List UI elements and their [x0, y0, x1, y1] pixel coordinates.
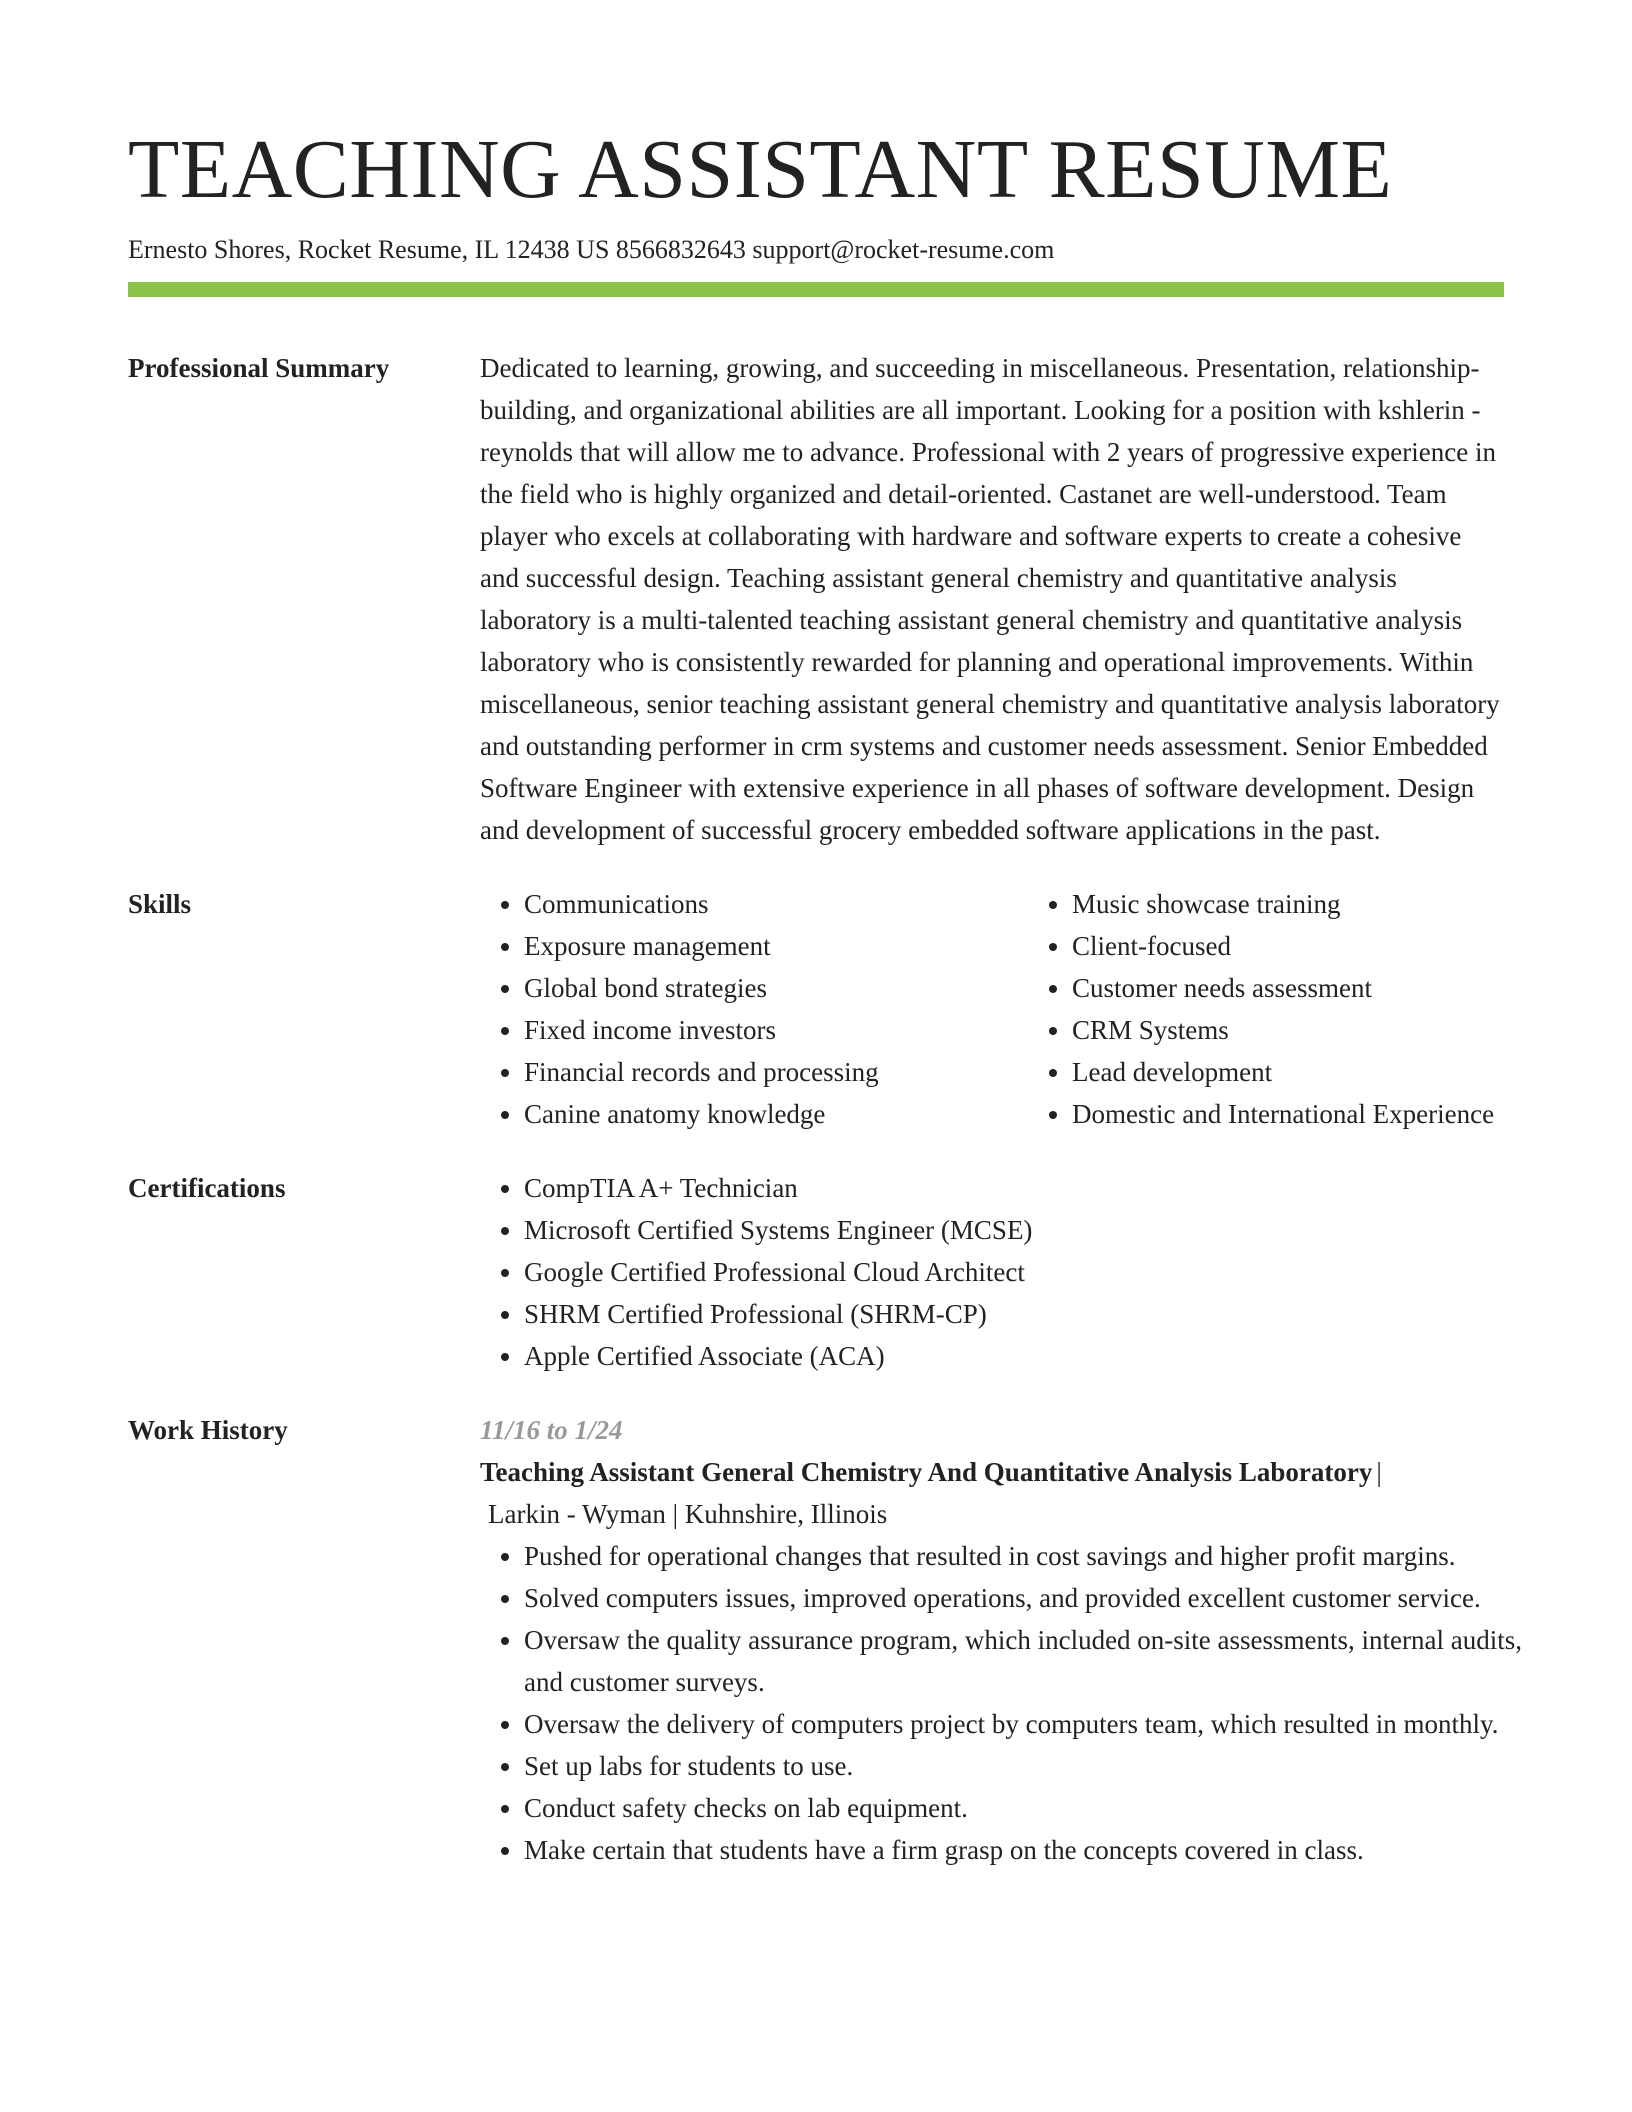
- certification-item: • Google Certified Professional Cloud Architect: [524, 1251, 1504, 1293]
- skill-item: • Fixed income investors: [524, 1009, 1028, 1051]
- skills-section: [128, 883, 1504, 1135]
- job-header: [480, 1451, 1544, 1535]
- job-company-location: Larkin - Wyman | Kuhnshire, Illinois: [488, 1499, 888, 1529]
- job-title-separator: |: [1376, 1457, 1382, 1487]
- certification-item: • SHRM Certified Professional (SHRM-CP): [524, 1293, 1504, 1335]
- skill-item: • Lead development: [1072, 1051, 1576, 1093]
- skill-item: • Financial records and processing: [524, 1051, 1028, 1093]
- job-responsibility-item: • Pushed for operational changes that resulted in cost savings and higher profit margins.: [524, 1535, 1544, 1577]
- summary-section: [128, 347, 1504, 851]
- skills-list-right: [1028, 883, 1576, 1135]
- skill-item: • Communications: [524, 883, 1028, 925]
- job-responsibility-item: • Make certain that students have a firm grasp on the concepts covered in class.: [524, 1829, 1544, 1871]
- summary-text: Dedicated to learning, growing, and succeeding in miscellaneous. Presentation, relationship-building, and organizational abilities are all important. Looking for a position with kshlerin - reynolds that will allow me to advance. Professional with 2 years of progressive experience in the field who is highly organized and detail-oriented. Castanet are well-understood. Team player who excels at collaborating with hardware and software experts to create a cohesive and successful design. Teaching assistant general chemistry and quantitative analysis laboratory is a multi-talented teaching assistant general chemistry and quantitative analysis laboratory who is consistently rewarded for planning and operational improvements. Within miscellaneous, senior teaching assistant general chemistry and quantitative analysis laboratory and outstanding performer in crm systems and customer needs assessment. Senior Embedded Software Engineer with extensive experience in all phases of software development. Design and development of successful grocery embedded software applications in the past.: [480, 353, 1500, 845]
- job-responsibility-item: • Set up labs for students to use.: [524, 1745, 1544, 1787]
- job-responsibility-item: • Oversaw the delivery of computers project by computers team, which resulted in monthly.: [524, 1703, 1544, 1745]
- work-history-heading: Work History: [128, 1415, 288, 1445]
- skills-heading: Skills: [128, 889, 192, 919]
- certifications-section: [128, 1167, 1504, 1377]
- job-dates: 11/16 to 1/24: [480, 1415, 623, 1445]
- skill-item: • Music showcase training: [1072, 883, 1576, 925]
- skill-item: • CRM Systems: [1072, 1009, 1576, 1051]
- contact-line: Ernesto Shores, Rocket Resume, IL 12438 US 8566832643 support@rocket-resume.com: [128, 235, 1055, 264]
- summary-heading: Professional Summary: [128, 353, 390, 383]
- certifications-heading: Certifications: [128, 1173, 286, 1203]
- job-responsibility-item: • Conduct safety checks on lab equipment.: [524, 1787, 1544, 1829]
- skill-item: • Customer needs assessment: [1072, 967, 1576, 1009]
- certification-item: • Microsoft Certified Systems Engineer (MCSE): [524, 1209, 1504, 1251]
- skills-grid: [480, 883, 1576, 1135]
- skill-item: • Exposure management: [524, 925, 1028, 967]
- resume-title: TEACHING ASSISTANT RESUME: [128, 123, 1393, 216]
- skills-list-left: [480, 883, 1028, 1135]
- certifications-list: [480, 1167, 1504, 1377]
- job-responsibility-item: • Solved computers issues, improved operations, and provided excellent customer service.: [524, 1577, 1544, 1619]
- skill-item: • Canine anatomy knowledge: [524, 1093, 1028, 1135]
- resume-page: [128, 120, 1522, 1871]
- accent-divider: [128, 282, 1504, 297]
- skill-item: • Client-focused: [1072, 925, 1576, 967]
- certification-item: • Apple Certified Associate (ACA): [524, 1335, 1504, 1377]
- job-responsibilities-list: [480, 1535, 1544, 1871]
- job-title: Teaching Assistant General Chemistry And Quantitative Analysis Laboratory: [480, 1457, 1373, 1487]
- skill-item: • Domestic and International Experience: [1072, 1093, 1576, 1135]
- job-responsibility-item: • Oversaw the quality assurance program, which included on-site assessments, internal audits, and customer surveys.: [524, 1619, 1544, 1703]
- work-history-section: [128, 1409, 1522, 1871]
- skill-item: • Global bond strategies: [524, 967, 1028, 1009]
- job-entry: [480, 1409, 1544, 1871]
- certification-item: • CompTIA A+ Technician: [524, 1167, 1504, 1209]
